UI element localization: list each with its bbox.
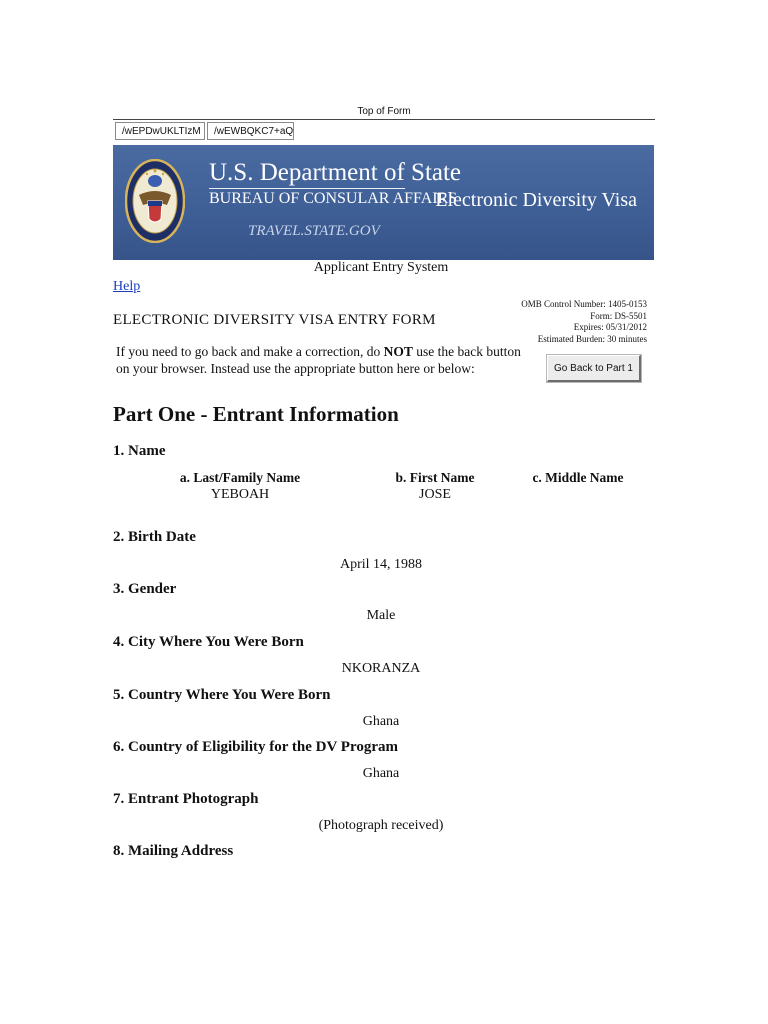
part-title: Part One - Entrant Information — [113, 402, 399, 426]
first-name-value: JOSE — [419, 487, 451, 502]
program-title: Electronic Diversity Visa — [435, 189, 637, 211]
birth-country-label: 5. Country Where You Were Born — [113, 687, 331, 703]
first-name-column — [375, 470, 495, 503]
birth-city-value: NKORANZA — [341, 661, 421, 676]
note-text-after: use the back button on your browser. Instead use the appropriate button here or below: — [116, 344, 521, 376]
birth-city-label: 4. City Where You Were Born — [113, 634, 304, 650]
entrant-photograph-label: 7. Entrant Photograph — [113, 791, 259, 807]
gender-label: 3. Gender — [113, 581, 177, 597]
gender-value: Male — [366, 608, 396, 623]
form-title: ELECTRONIC DIVERSITY VISA ENTRY FORM — [113, 312, 436, 328]
back-button-note — [116, 344, 536, 377]
birth-country-value: Ghana — [362, 714, 400, 729]
travel-site-label: TRAVEL.STATE.GOV — [248, 223, 380, 239]
birth-date-value: April 14, 1988 — [339, 557, 423, 572]
omb-form-number: Form: DS-5501 — [590, 310, 647, 321]
go-back-to-part-1-button[interactable]: Go Back to Part 1 — [547, 355, 641, 382]
mailing-address-label: 8. Mailing Address — [113, 843, 234, 859]
header-banner — [113, 145, 654, 260]
department-title-rule — [209, 188, 405, 189]
birth-date-label: 2. Birth Date — [113, 529, 196, 545]
middle-name-column — [520, 470, 636, 486]
omb-burden: Estimated Burden: 30 minutes — [537, 333, 647, 344]
applicant-entry-system-label: Applicant Entry System — [313, 260, 449, 275]
last-name-value: YEBOAH — [210, 487, 270, 502]
omb-info — [521, 299, 647, 345]
top-of-form-label: Top of Form — [357, 106, 411, 117]
middle-name-label: c. Middle Name — [532, 470, 624, 485]
omb-expires: Expires: 05/31/2012 — [573, 322, 647, 332]
omb-control-number: OMB Control Number: 1405-0153 — [521, 299, 647, 309]
eventvalidation-field[interactable]: /wEWBQKC7+aQ — [207, 122, 294, 140]
note-text-before: If you need to go back and make a correction, do — [116, 344, 384, 359]
help-link[interactable]: Help — [113, 279, 141, 294]
top-of-form-rule — [113, 119, 655, 120]
state-department-seal-icon — [125, 159, 185, 243]
eligibility-country-value: Ghana — [362, 766, 400, 781]
first-name-label: b. First Name — [395, 470, 475, 485]
eligibility-country-label: 6. Country of Eligibility for the DV Program — [113, 739, 398, 755]
entrant-photograph-status: (Photograph received) — [318, 818, 444, 833]
viewstate-field[interactable]: /wEPDwUKLTIzM — [115, 122, 205, 140]
department-title: U.S. Department of State — [209, 159, 462, 186]
last-name-column — [150, 470, 330, 503]
note-emphasis: NOT — [383, 344, 413, 359]
bureau-title: BUREAU OF CONSULAR AFFAIRS — [209, 190, 458, 207]
last-name-label: a. Last/Family Name — [179, 470, 301, 485]
name-question-label: 1. Name — [113, 443, 166, 459]
